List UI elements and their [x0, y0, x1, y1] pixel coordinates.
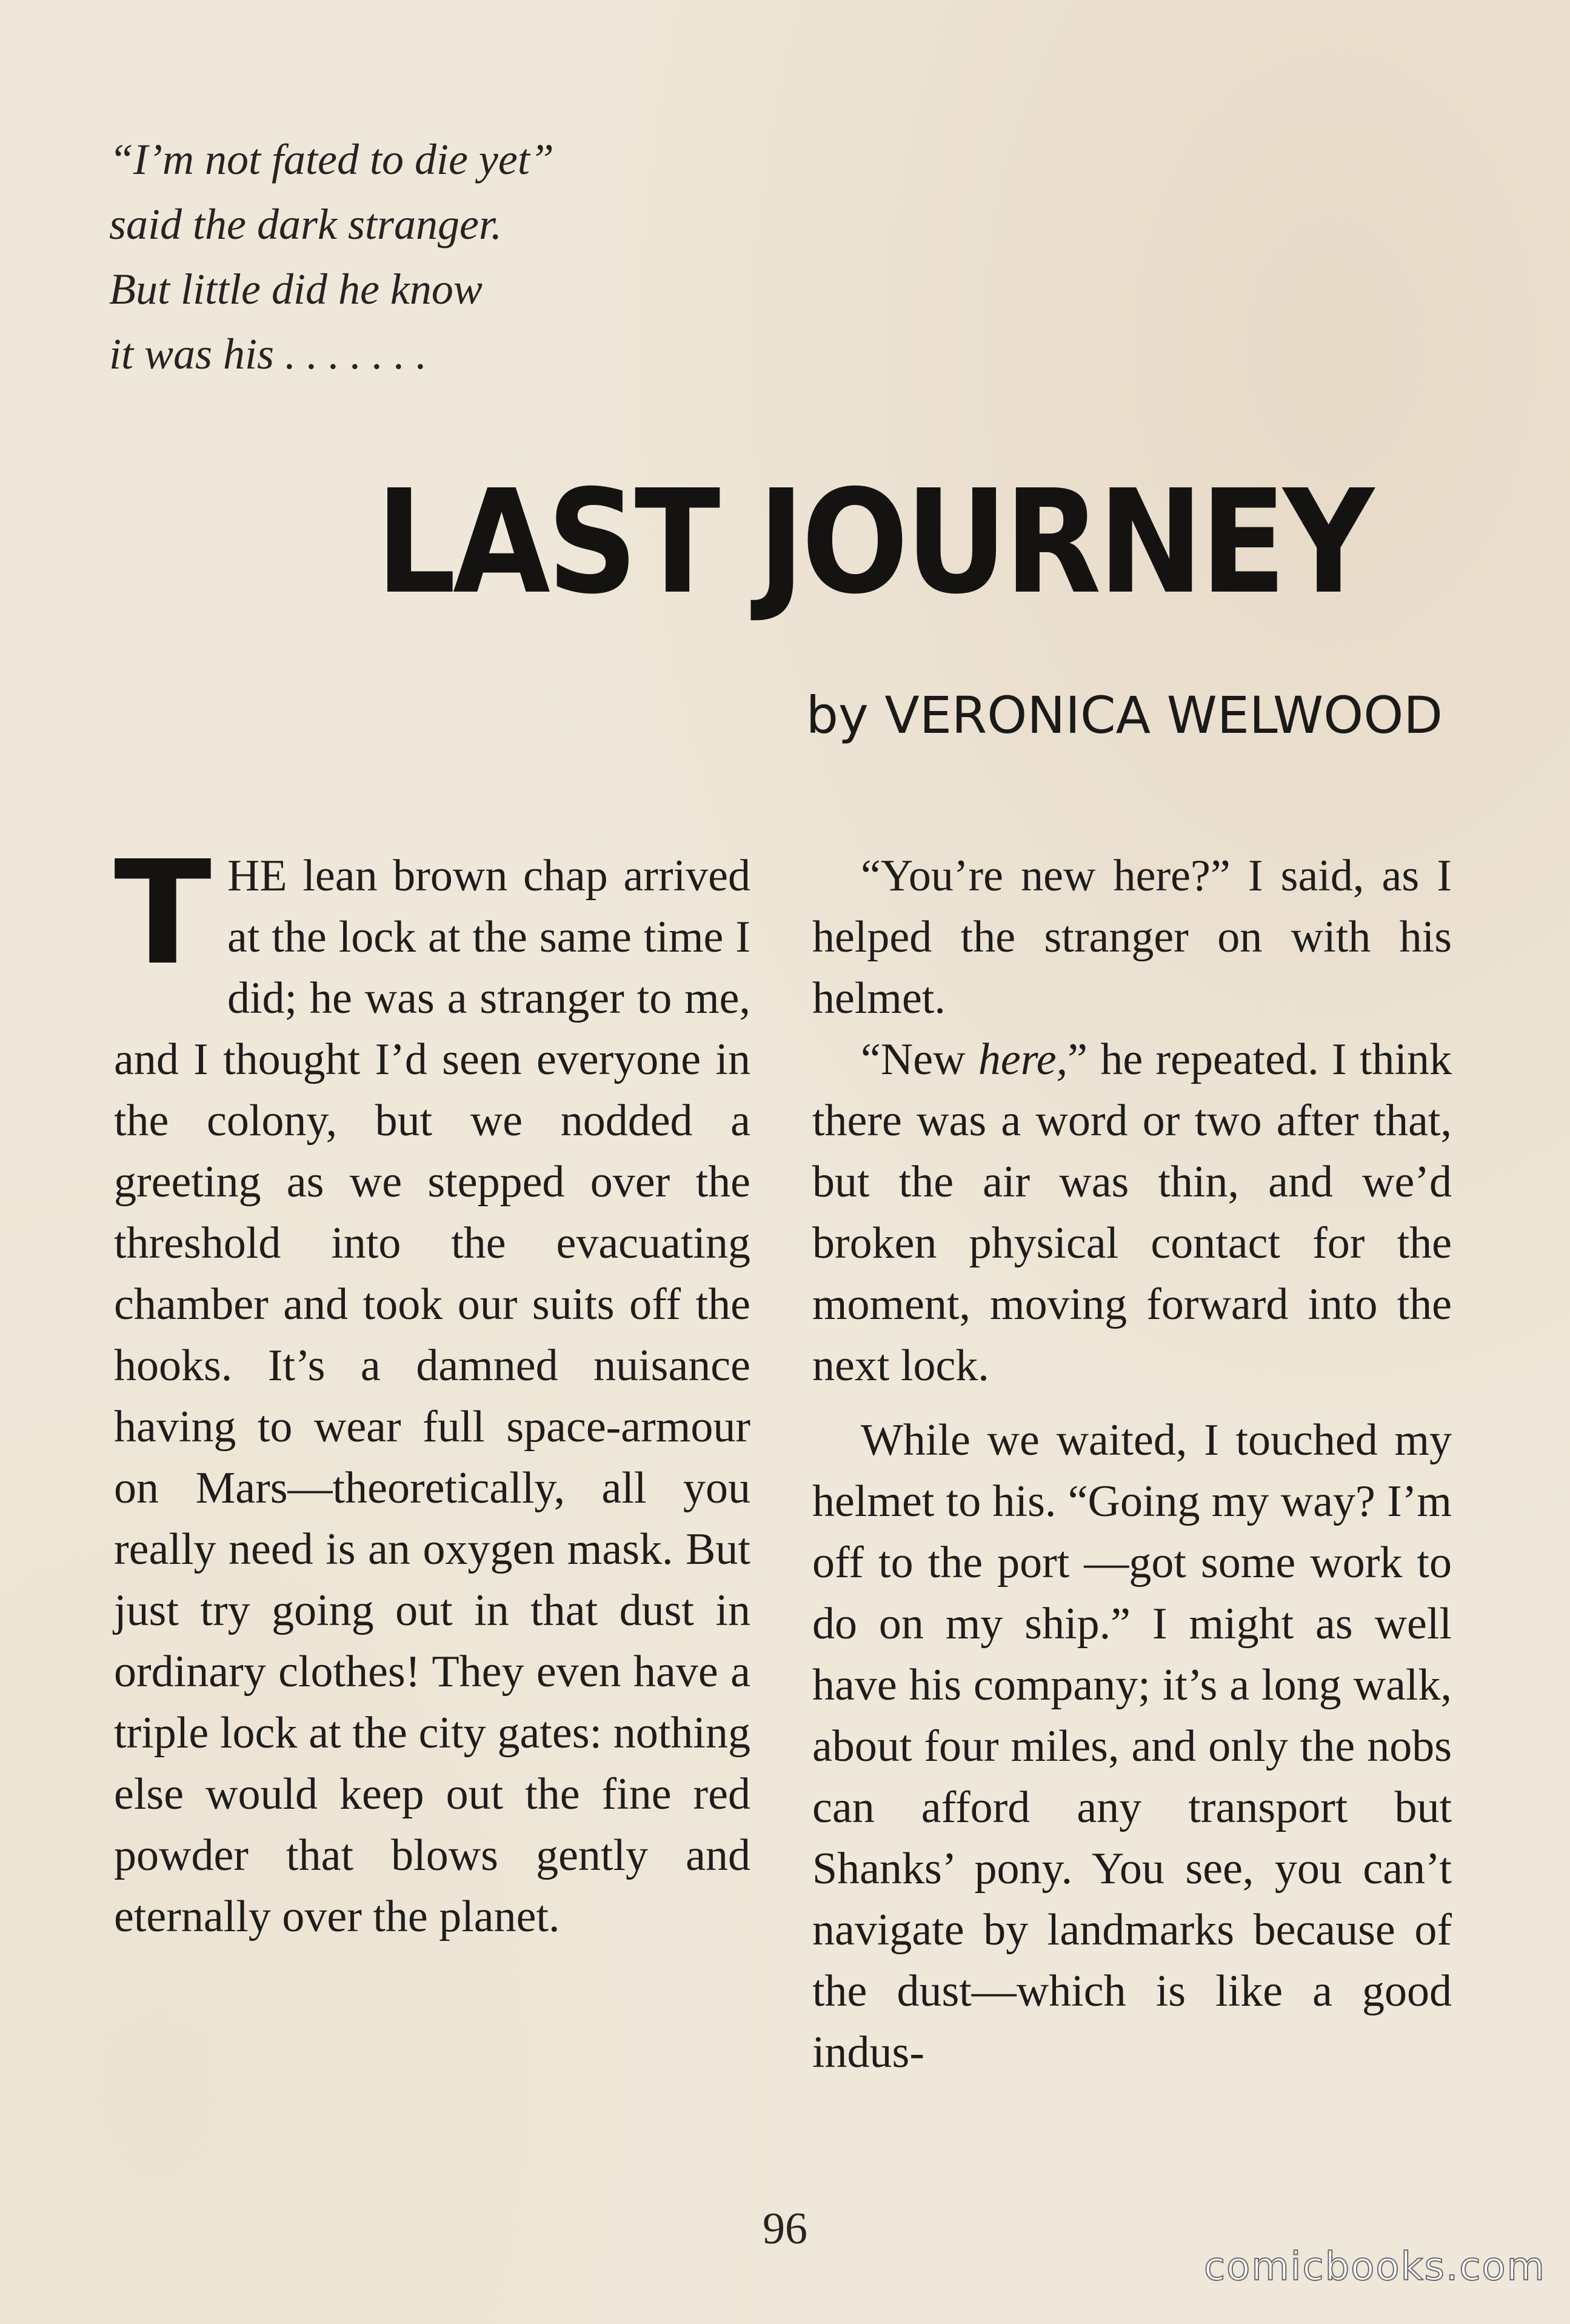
author-byline: by VERONICA WELWOOD — [806, 686, 1443, 745]
story-title: LAST JOURNEY — [376, 459, 1371, 626]
teaser-line-3: But little did he know — [109, 265, 483, 313]
text-column-right — [812, 846, 1452, 2083]
paragraph-2-end: ” he repeated. I think there was a word or two after that, but the air was thin, and we’d broken physical contact for the moment, moving forward into the next lock. — [812, 1035, 1452, 1391]
page-number: 96 — [763, 2204, 807, 2254]
paragraph-2-start: “New — [861, 1035, 978, 1084]
site-watermark: comicbooks.com — [1203, 2245, 1546, 2289]
text-column-left — [114, 830, 750, 1948]
paragraph-2-emphasis: here, — [978, 1035, 1068, 1084]
teaser-line-1: “I’m not fated to die yet” — [109, 135, 554, 184]
teaser-line-4: it was his . . . . . . . — [109, 330, 427, 378]
drop-cap: T — [114, 830, 212, 997]
paragraph-2 — [812, 1029, 1452, 1397]
story-teaser — [109, 127, 715, 387]
opening-paragraph — [114, 830, 750, 1948]
paragraph-1: “You’re new here?” I said, as I helped the stranger on with his helmet. — [812, 851, 1452, 1023]
teaser-line-2: said the dark stranger. — [109, 200, 502, 249]
opening-paragraph-text: HE lean brown chap arrived at the lock at the same time I did; he was a stranger to me, and I thought I’d seen everyone in the colony, but we nodded a greeting as we stepped over the threshold into the evacuating chamber and took our suits off the hooks. It’s a damned nuisance having to wear full space-armour on Mars—theoretically, all you really need is an oxygen mask. But just try going out in that dust in ordinary clothes! They even have a triple lock at the city gates: nothing else would keep out the fine red powder that blows gently and eternally over the planet. — [114, 851, 750, 1942]
paragraph-3: While we waited, I touched my helmet to his. “Going my way? I’m off to the port —got some work to do on my ship.” I might as well have his company; it’s a long walk, about four miles, and only the nobs can afford any transport but Shanks’ pony. You see, you can’t navigate by landmarks because of the dust—which is like a good indus- — [812, 1415, 1452, 2077]
